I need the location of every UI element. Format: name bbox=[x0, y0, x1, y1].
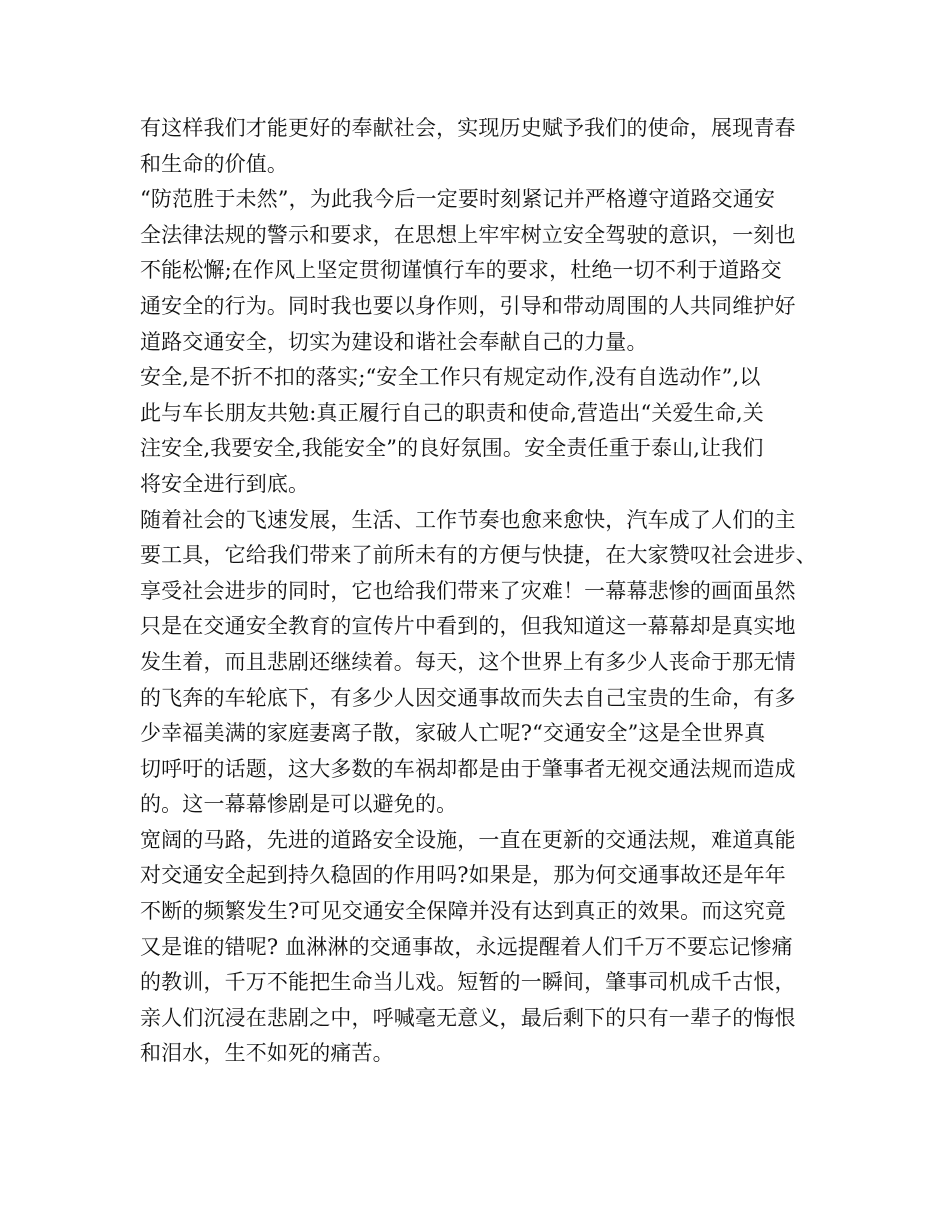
text-line: 有这样我们才能更好的奉献社会，实现历史赋予我们的使命，展现青春 bbox=[140, 116, 796, 140]
document-body bbox=[140, 111, 830, 1072]
text-line: 对交通安全起到持久稳固的作用吗?如果是，那为何交通事故还是年年 bbox=[140, 863, 786, 888]
text-line: 和生命的价值。 bbox=[140, 151, 289, 176]
text-line: 的飞奔的车轮底下，有多少人因交通事故而失去自己宝贵的生命，有多 bbox=[140, 685, 796, 710]
text-line: 随着社会的飞速发展，生活、工作节奏也愈来愈快，汽车成了人们的主 bbox=[140, 507, 796, 532]
text-line: 的。这一幕幕惨剧是可以避免的。 bbox=[140, 792, 458, 817]
text-line: 只是在交通安全教育的宣传片中看到的，但我知道这一幕幕却是真实地 bbox=[140, 614, 796, 639]
text-line: 要工具，它给我们带来了前所未有的方便与快捷，在大家赞叹社会进步、 bbox=[140, 543, 817, 568]
text-line: 将安全进行到底。 bbox=[140, 471, 310, 496]
text-line: 注安全,我要安全,我能安全”的良好氛围。安全责任重于泰山,让我们 bbox=[140, 436, 764, 461]
text-line: 发生着，而且悲剧还继续着。每天，这个世界上有多少人丧命于那无情 bbox=[140, 649, 796, 674]
text-line: 不断的频繁发生?可见交通安全保障并没有达到真正的效果。而这究竟 bbox=[140, 899, 786, 924]
text-line: 宽阔的马路，先进的道路安全设施，一直在更新的交通法规，难道真能 bbox=[140, 827, 796, 852]
text-line: 的教训，千万不能把生命当儿戏。短暂的一瞬间，肇事司机成千古恨， bbox=[140, 970, 796, 995]
text-line: 亲人们沉浸在悲剧之中，呼喊毫无意义，最后剩下的只有一辈子的悔恨 bbox=[140, 1005, 796, 1030]
text-line: 切呼吁的话题，这大多数的车祸却都是由于肇事者无视交通法规而造成 bbox=[140, 756, 796, 781]
text-line: 少幸福美满的家庭妻离子散，家破人亡呢?“交通安全”这是全世界真 bbox=[140, 721, 766, 746]
text-line: 和泪水，生不如死的痛苦。 bbox=[140, 1041, 394, 1066]
text-line: 此与车长朋友共勉:真正履行自己的职责和使命,营造出“关爱生命,关 bbox=[140, 400, 764, 425]
text-line: “防范胜于未然”，为此我今后一定要时刻紧记并严格遵守道路交通安 bbox=[140, 187, 776, 212]
text-line: 全法律法规的警示和要求，在思想上牢牢树立安全驾驶的意识，一刻也 bbox=[140, 222, 796, 247]
text-line: 享受社会进步的同时，它也给我们带来了灾难！一幕幕悲惨的画面虽然 bbox=[140, 578, 796, 603]
text-line: 安全,是不折不扣的落实;“安全工作只有规定动作,没有自选动作”,以 bbox=[140, 365, 761, 390]
text-line: 通安全的行为。同时我也要以身作则，引导和带动周围的人共同维护好 bbox=[140, 293, 796, 318]
text-line: 道路交通安全，切实为建设和谐社会奉献自己的力量。 bbox=[140, 329, 648, 354]
text-line: 不能松懈;在作风上坚定贯彻谨慎行车的要求，杜绝一切不利于道路交 bbox=[140, 258, 782, 283]
text-line: 又是谁的错呢? 血淋淋的交通事故，永远提醒着人们千万不要忘记惨痛 bbox=[140, 934, 793, 959]
